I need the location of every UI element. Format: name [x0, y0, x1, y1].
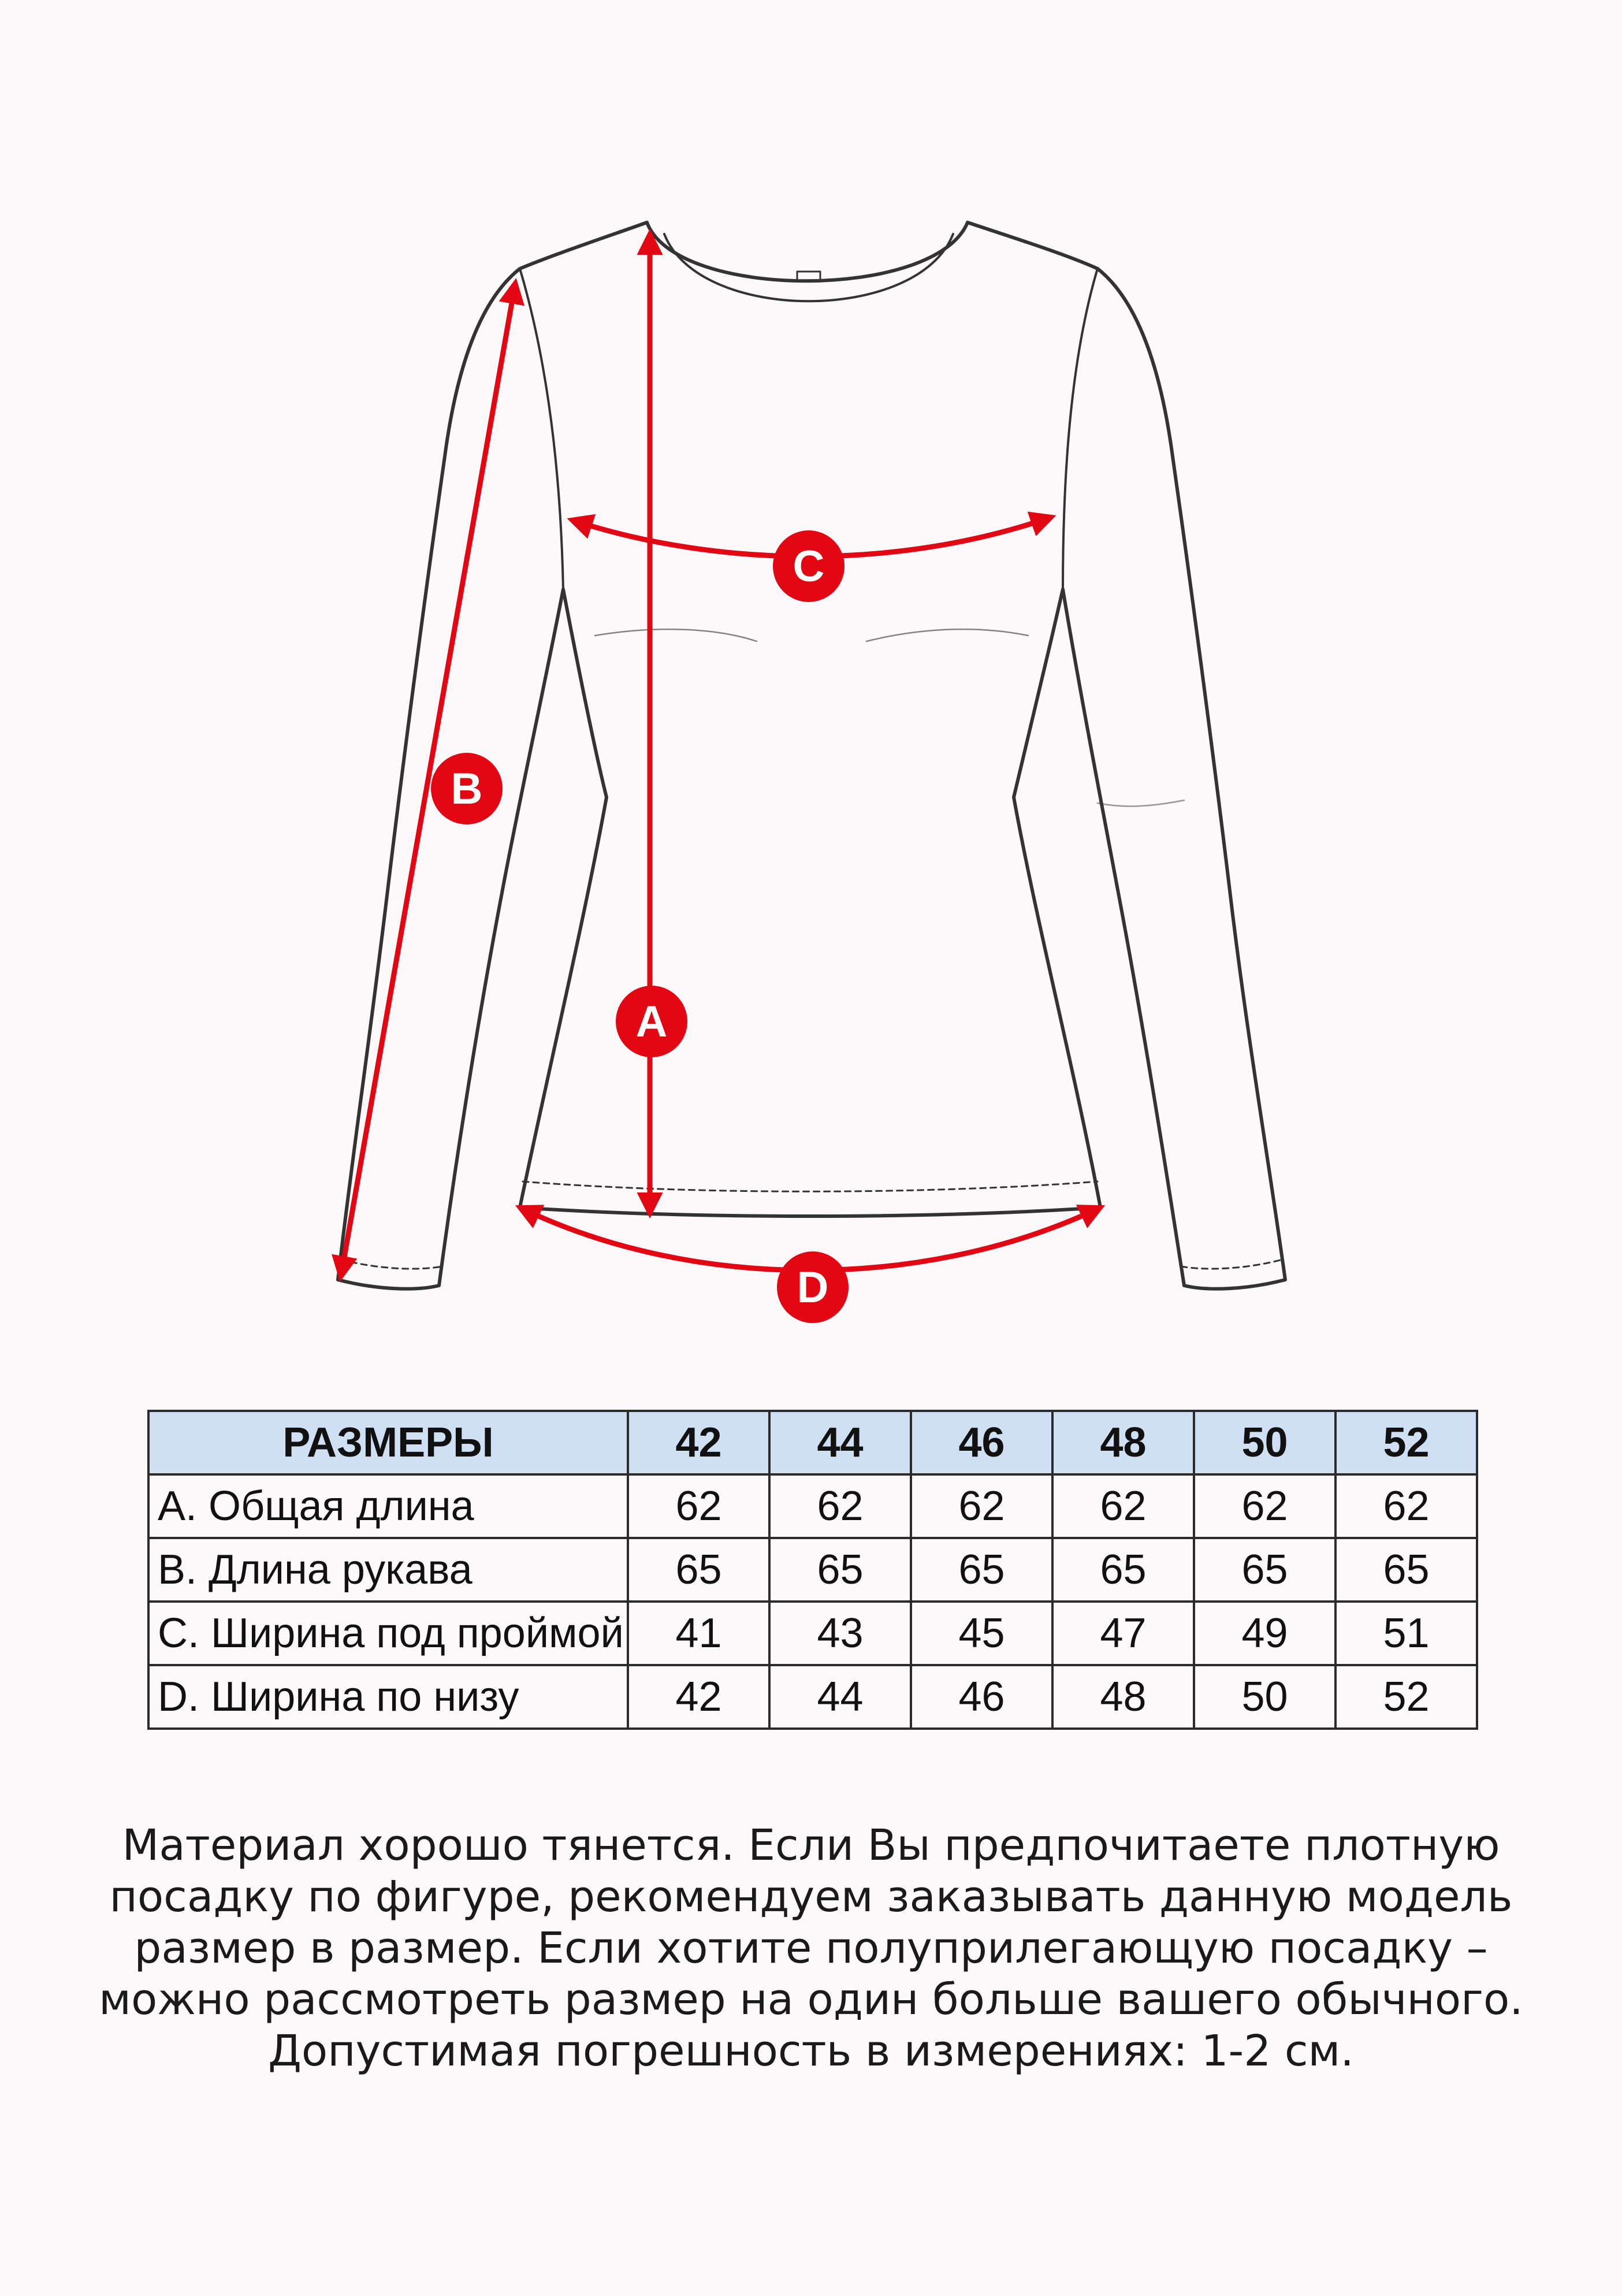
table-row — [148, 1602, 1477, 1665]
table-cell: 62 — [1335, 1474, 1477, 1538]
table-cell: 65 — [911, 1538, 1052, 1602]
svg-text:C: C — [793, 542, 825, 591]
svg-text:D: D — [797, 1263, 829, 1312]
table-cell: 48 — [1052, 1665, 1194, 1729]
size-header: 50 — [1194, 1411, 1335, 1474]
table-cell: 65 — [1335, 1538, 1477, 1602]
table-cell: 62 — [628, 1474, 769, 1538]
shirt-left-side — [338, 222, 647, 1289]
size-header: 42 — [628, 1411, 769, 1474]
marker-d — [777, 1251, 849, 1323]
shirt-hem — [520, 1208, 1100, 1216]
table-cell: 47 — [1052, 1602, 1194, 1665]
table-cell: 42 — [628, 1665, 769, 1729]
row-label: D. Ширина по низу — [148, 1665, 628, 1729]
table-cell: 46 — [911, 1665, 1052, 1729]
shirt-right-side — [968, 222, 1285, 1289]
table-cell: 62 — [769, 1474, 911, 1538]
table-cell: 65 — [628, 1538, 769, 1602]
size-table — [147, 1410, 1478, 1730]
table-row — [148, 1665, 1477, 1729]
table-cell: 62 — [1052, 1474, 1194, 1538]
table-cell: 65 — [769, 1538, 911, 1602]
row-label: A. Общая длина — [148, 1474, 628, 1538]
note-line: посадку по фигуре, рекомендуем заказывать данную модель — [109, 1872, 1513, 1922]
marker-c — [773, 530, 845, 602]
table-cell: 43 — [769, 1602, 911, 1665]
table-row — [148, 1538, 1477, 1602]
table-cell: 65 — [1052, 1538, 1194, 1602]
row-label: B. Длина рукава — [148, 1538, 628, 1602]
table-cell: 49 — [1194, 1602, 1335, 1665]
table-cell: 51 — [1335, 1602, 1477, 1665]
size-header: 44 — [769, 1411, 911, 1474]
note-line: Материал хорошо тянется. Если Вы предпочитаете плотную — [122, 1821, 1500, 1870]
table-header-row — [148, 1411, 1477, 1474]
table-cell: 52 — [1335, 1665, 1477, 1729]
header-label: РАЗМЕРЫ — [148, 1411, 628, 1474]
row-label: C. Ширина под проймой — [148, 1602, 628, 1665]
table-cell: 41 — [628, 1602, 769, 1665]
fit-note — [0, 1820, 1622, 2077]
table-cell: 44 — [769, 1665, 911, 1729]
table-cell: 62 — [911, 1474, 1052, 1538]
size-header: 46 — [911, 1411, 1052, 1474]
svg-text:B: B — [451, 764, 483, 813]
table-cell: 62 — [1194, 1474, 1335, 1538]
marker-b — [431, 753, 503, 824]
table-cell: 65 — [1194, 1538, 1335, 1602]
size-header: 48 — [1052, 1411, 1194, 1474]
marker-a — [616, 986, 687, 1057]
size-header: 52 — [1335, 1411, 1477, 1474]
svg-text:A: A — [635, 997, 668, 1046]
table-cell: 50 — [1194, 1665, 1335, 1729]
table-cell: 45 — [911, 1602, 1052, 1665]
note-line: размер в размер. Если хотите полуприлегающую посадку – — [134, 1923, 1488, 1973]
note-line: можно рассмотреть размер на один больше вашего обычного. — [99, 1975, 1523, 2024]
table-row — [148, 1474, 1477, 1538]
note-line: Допустимая погрешность в измерениях: 1-2 см. — [268, 2026, 1354, 2076]
